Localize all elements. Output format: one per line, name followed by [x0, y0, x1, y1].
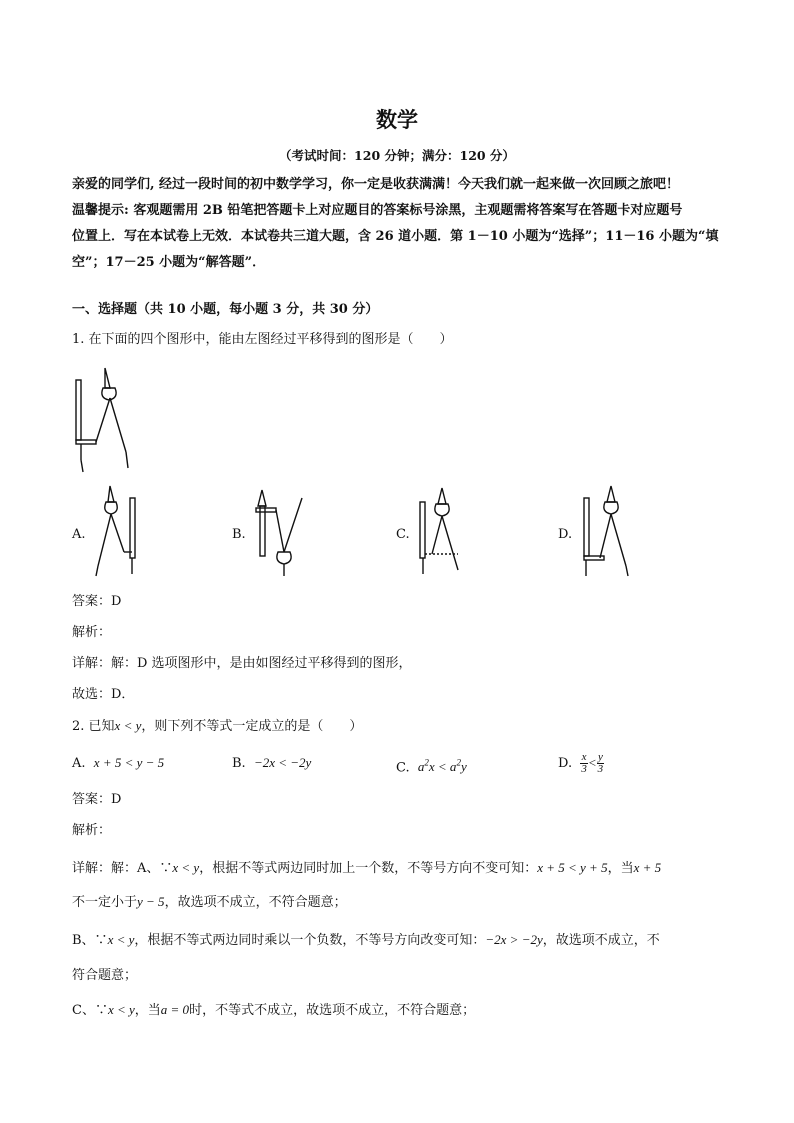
- q2-option-b: B. −2x < −2y: [232, 755, 312, 771]
- q1-answer: 答案：D: [72, 594, 122, 609]
- q2-detail-line-3: B、∵x < y，根据不等式两边同时乘以一个负数，不等号方向改变可知：−2x > −2y，故选项不成立，不: [72, 932, 660, 948]
- q2-condition: x < y: [114, 718, 142, 733]
- q1-detail: 详解：解：D 选项图形中，是由如图经过平移得到的图形，: [72, 656, 412, 671]
- q1-option-a-label: A.: [72, 527, 86, 542]
- q2-option-d: D. $\frac{x}{3}$ < $\frac{y}{3}$: [558, 751, 604, 775]
- q2-option-c: C. $a^2x < a^2y$: [396, 758, 467, 776]
- q2-stem: 2. 已知x < y，则下列不等式一定成立的是（ ）: [72, 718, 363, 734]
- q2-analysis-label: 解析：: [72, 823, 112, 838]
- q2-detail-line-4: 符合题意；: [72, 968, 138, 983]
- q1-conclusion: 故选：D．: [72, 687, 135, 702]
- q2-option-a: A. x + 5 < y − 5: [72, 755, 165, 771]
- q2-detail-line-5: C、∵x < y，当a = 0时，不等式不成立，故选项不成立，不符合题意；: [72, 1002, 476, 1018]
- page-title: 数学: [376, 107, 418, 132]
- q1-option-a-figure: [90, 486, 140, 578]
- q1-option-c-figure: [418, 488, 468, 578]
- q1-analysis-label: 解析：: [72, 625, 112, 640]
- q2-detail-line-1: 详解：解：A、∵x < y，根据不等式两边同时加上一个数，不等号方向不变可知：x + 5 < y + 5，当x + 5: [72, 860, 662, 876]
- q2-answer: 答案：D: [72, 792, 122, 807]
- q1-option-c-label: C.: [396, 527, 410, 542]
- q2-detail-line-2: 不一定小于y − 5，故选项不成立，不符合题意；: [72, 894, 347, 910]
- q1-option-b-label: B.: [232, 527, 246, 542]
- q1-stem: 1. 在下面的四个图形中，能由左图经过平移得到的图形是（ ）: [72, 332, 453, 347]
- q1-option-d-label: D.: [558, 527, 573, 542]
- q1-option-d-figure: [580, 486, 632, 578]
- exam-info: （考试时间：120 分钟；满分：120 分）: [279, 148, 515, 163]
- section-heading: 一、选择题（共 10 小题，每小题 3 分，共 30 分）: [72, 302, 379, 317]
- q1-option-b-figure: [254, 488, 306, 578]
- intro-line-2: 温馨提示: 客观题需用 2B 铅笔把答题卡上对应题目的答案标号涂黑，主观题需将答案写在答题卡对应题号: [72, 203, 683, 218]
- intro-line-1: 亲爱的同学们, 经过一段时间的初中数学学习，你一定是收获满满！今天我们就一起来做一次回顾之旅吧！: [72, 177, 680, 192]
- intro-line-3: 位置上．写在本试卷上无效．本试卷共三道大题，含 26 道小题．第 1－10 小题为“选择”；11－16 小题为“填: [72, 229, 719, 244]
- q1-original-figure: [74, 368, 134, 473]
- intro-line-4: 空”；17－25 小题为“解答题”．: [72, 255, 266, 270]
